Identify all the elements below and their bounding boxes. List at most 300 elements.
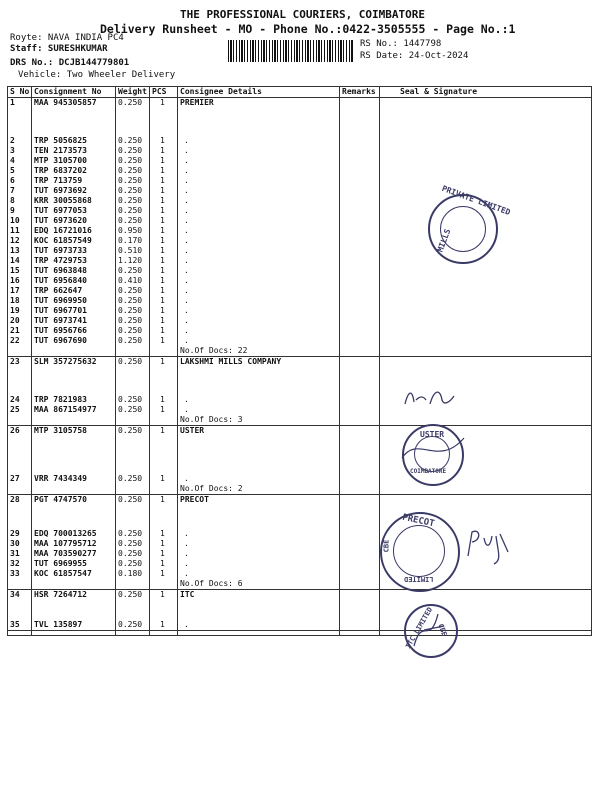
row-sno: 27 xyxy=(8,460,32,484)
group-total-cell xyxy=(8,579,32,590)
row-consignee: . xyxy=(178,186,340,196)
table-row xyxy=(8,286,592,296)
row-consignee: . xyxy=(178,136,340,146)
col-weight: Weight xyxy=(116,87,150,98)
row-weight: 0.250 xyxy=(116,426,150,461)
row-pcs: 1 xyxy=(150,206,178,216)
table-row xyxy=(8,405,592,415)
row-seal xyxy=(380,326,592,336)
row-remarks xyxy=(340,98,380,137)
row-sno: 21 xyxy=(8,326,32,336)
group-total-cell xyxy=(340,346,380,357)
row-pcs: 1 xyxy=(150,326,178,336)
group-total-cell xyxy=(32,346,116,357)
no-of-docs: No.Of Docs: 2 xyxy=(178,484,340,495)
row-pcs: 1 xyxy=(150,620,178,631)
row-consignment: TRP 662647 xyxy=(32,286,116,296)
row-pcs: 1 xyxy=(150,216,178,226)
row-consignee: . xyxy=(178,336,340,346)
row-remarks xyxy=(340,216,380,226)
row-remarks xyxy=(340,529,380,539)
row-remarks xyxy=(340,316,380,326)
row-weight: 0.510 xyxy=(116,246,150,256)
row-pcs: 1 xyxy=(150,529,178,539)
table-row xyxy=(8,236,592,246)
row-pcs: 1 xyxy=(150,460,178,484)
row-consignee: . xyxy=(178,286,340,296)
row-pcs: 1 xyxy=(150,136,178,146)
filler-cell xyxy=(340,631,380,636)
row-sno: 3 xyxy=(8,146,32,156)
table-row xyxy=(8,156,592,166)
table-row xyxy=(8,326,592,336)
row-consignee: . xyxy=(178,460,340,484)
table-row xyxy=(8,136,592,146)
row-pcs: 1 xyxy=(150,186,178,196)
row-consignee: USTER xyxy=(178,426,340,461)
filler-cell xyxy=(116,631,150,636)
row-remarks xyxy=(340,266,380,276)
row-sno: 32 xyxy=(8,559,32,569)
row-consignment: TEN 2173573 xyxy=(32,146,116,156)
row-seal xyxy=(380,256,592,266)
row-sno: 10 xyxy=(8,216,32,226)
row-sno: 6 xyxy=(8,176,32,186)
group-total-cell xyxy=(8,415,32,426)
row-consignee: . xyxy=(178,246,340,256)
row-consignee: . xyxy=(178,549,340,559)
col-consignment: Consignment No xyxy=(32,87,116,98)
row-seal xyxy=(380,176,592,186)
table-row xyxy=(8,176,592,186)
row-consignee: . xyxy=(178,256,340,266)
row-remarks xyxy=(340,196,380,206)
row-weight: 0.250 xyxy=(116,539,150,549)
row-consignee: . xyxy=(178,216,340,226)
row-sno: 31 xyxy=(8,549,32,559)
row-remarks xyxy=(340,296,380,306)
row-consignment: EDQ 16721016 xyxy=(32,226,116,236)
row-pcs: 1 xyxy=(150,590,178,621)
stamp-premier-bottom: MILLS xyxy=(435,227,453,254)
row-weight: 0.250 xyxy=(116,326,150,336)
row-sno: 16 xyxy=(8,276,32,286)
table-row xyxy=(8,226,592,236)
row-consignment: TUT 6973741 xyxy=(32,316,116,326)
row-weight: 0.250 xyxy=(116,549,150,559)
row-sno: 7 xyxy=(8,186,32,196)
row-sno: 24 xyxy=(8,387,32,405)
row-weight: 0.250 xyxy=(116,590,150,621)
row-consignee: . xyxy=(178,206,340,216)
row-consignment: MAA 107795712 xyxy=(32,539,116,549)
row-consignment: KRR 30055868 xyxy=(32,196,116,206)
row-weight: 0.250 xyxy=(116,136,150,146)
row-consignment: MAA 867154977 xyxy=(32,405,116,415)
row-remarks xyxy=(340,620,380,631)
row-weight: 0.250 xyxy=(116,196,150,206)
row-sno: 19 xyxy=(8,306,32,316)
row-consignment: MTP 3105758 xyxy=(32,426,116,461)
group-total-cell xyxy=(340,415,380,426)
row-consignment: TUT 6967690 xyxy=(32,336,116,346)
row-consignee: . xyxy=(178,620,340,631)
row-consignee: . xyxy=(178,146,340,156)
row-consignee: LAKSHMI MILLS COMPANY xyxy=(178,357,340,388)
row-consignee: . xyxy=(178,405,340,415)
company-title: THE PROFESSIONAL COURIERS, COIMBATORE xyxy=(180,8,426,21)
row-sno: 33 xyxy=(8,569,32,579)
row-remarks xyxy=(340,206,380,216)
vehicle-label: Vehicle: Two Wheeler Delivery xyxy=(18,70,176,80)
row-remarks xyxy=(340,276,380,286)
table-row xyxy=(8,98,592,137)
row-sno: 18 xyxy=(8,296,32,306)
group-total-cell xyxy=(380,484,592,495)
table-row xyxy=(8,196,592,206)
row-pcs: 1 xyxy=(150,266,178,276)
row-weight: 0.250 xyxy=(116,529,150,539)
group-total-cell xyxy=(8,346,32,357)
row-weight: 1.120 xyxy=(116,256,150,266)
row-pcs: 1 xyxy=(150,156,178,166)
row-seal xyxy=(380,146,592,156)
stamp-uster-text: USTER xyxy=(420,430,445,439)
row-pcs: 1 xyxy=(150,176,178,186)
row-sno: 4 xyxy=(8,156,32,166)
row-sno: 11 xyxy=(8,226,32,236)
row-seal xyxy=(380,136,592,146)
table-row xyxy=(8,296,592,306)
table-row xyxy=(8,590,592,621)
row-consignment: TRP 713759 xyxy=(32,176,116,186)
row-seal xyxy=(380,266,592,276)
row-consignment: MAA 945305857 xyxy=(32,98,116,137)
row-consignee: . xyxy=(178,196,340,206)
row-remarks xyxy=(340,590,380,621)
row-weight: 0.250 xyxy=(116,98,150,137)
col-seal: Seal & Signature xyxy=(380,87,592,98)
row-weight: 0.250 xyxy=(116,176,150,186)
row-pcs: 1 xyxy=(150,256,178,266)
row-pcs: 1 xyxy=(150,387,178,405)
row-consignment: TRP 7821983 xyxy=(32,387,116,405)
row-remarks xyxy=(340,136,380,146)
group-total-cell xyxy=(340,484,380,495)
row-consignee: . xyxy=(178,559,340,569)
row-remarks xyxy=(340,226,380,236)
table-row xyxy=(8,426,592,461)
row-consignee: . xyxy=(178,539,340,549)
row-weight: 0.250 xyxy=(116,357,150,388)
row-remarks xyxy=(340,306,380,316)
row-remarks xyxy=(340,256,380,266)
row-sno: 9 xyxy=(8,206,32,216)
row-pcs: 1 xyxy=(150,336,178,346)
barcode xyxy=(228,40,354,62)
row-sno: 35 xyxy=(8,620,32,631)
row-consignment: HSR 7264712 xyxy=(32,590,116,621)
row-pcs: 1 xyxy=(150,276,178,286)
row-pcs: 1 xyxy=(150,569,178,579)
row-pcs: 1 xyxy=(150,306,178,316)
row-weight: 0.250 xyxy=(116,387,150,405)
row-weight: 0.250 xyxy=(116,216,150,226)
row-consignment: SLM 357275632 xyxy=(32,357,116,388)
row-pcs: 1 xyxy=(150,357,178,388)
row-consignment: TVL 135897 xyxy=(32,620,116,631)
table-row xyxy=(8,569,592,579)
row-seal xyxy=(380,156,592,166)
filler-cell xyxy=(150,631,178,636)
row-pcs: 1 xyxy=(150,166,178,176)
table-row xyxy=(8,166,592,176)
stamp-premier-top: PRIVATE LIMITED xyxy=(440,183,512,218)
no-of-docs: No.Of Docs: 22 xyxy=(178,346,340,357)
row-consignment: TUT 6969950 xyxy=(32,296,116,306)
row-pcs: 1 xyxy=(150,495,178,530)
row-consignment: TRP 5056825 xyxy=(32,136,116,146)
row-remarks xyxy=(340,286,380,296)
row-sno: 30 xyxy=(8,539,32,549)
table-row xyxy=(8,186,592,196)
row-consignee: . xyxy=(178,156,340,166)
row-sno: 14 xyxy=(8,256,32,266)
row-seal xyxy=(380,186,592,196)
row-consignment: TUT 6963848 xyxy=(32,266,116,276)
row-weight: 0.950 xyxy=(116,226,150,236)
group-total-cell xyxy=(150,579,178,590)
row-consignment: TUT 6973620 xyxy=(32,216,116,226)
row-pcs: 1 xyxy=(150,549,178,559)
row-pcs: 1 xyxy=(150,246,178,256)
row-pcs: 1 xyxy=(150,236,178,246)
row-seal xyxy=(380,286,592,296)
row-pcs: 1 xyxy=(150,426,178,461)
row-sno: 8 xyxy=(8,196,32,206)
group-total-row xyxy=(8,346,592,357)
table-row xyxy=(8,246,592,256)
row-remarks xyxy=(340,336,380,346)
table-row xyxy=(8,256,592,266)
row-seal xyxy=(380,336,592,346)
row-consignment: TRP 4729753 xyxy=(32,256,116,266)
row-sno: 1 xyxy=(8,98,32,137)
stamp-itc-right: CBE xyxy=(436,622,449,638)
row-consignment: TUT 6969955 xyxy=(32,559,116,569)
row-remarks xyxy=(340,357,380,388)
row-remarks xyxy=(340,326,380,336)
row-consignee: PREMIER xyxy=(178,98,340,137)
group-total-cell xyxy=(116,484,150,495)
row-pcs: 1 xyxy=(150,286,178,296)
row-weight: 0.250 xyxy=(116,286,150,296)
row-consignment: TUT 6973692 xyxy=(32,186,116,196)
row-consignee: ITC xyxy=(178,590,340,621)
row-seal xyxy=(380,166,592,176)
table-row xyxy=(8,336,592,346)
table-row xyxy=(8,357,592,388)
row-consignee: . xyxy=(178,276,340,286)
row-weight: 0.250 xyxy=(116,186,150,196)
row-consignment: KOC 61857547 xyxy=(32,569,116,579)
col-consignee: Consignee Details xyxy=(178,87,340,98)
row-weight: 0.250 xyxy=(116,316,150,326)
row-sno: 28 xyxy=(8,495,32,530)
row-weight: 0.250 xyxy=(116,206,150,216)
row-consignee: . xyxy=(178,266,340,276)
no-of-docs: No.Of Docs: 3 xyxy=(178,415,340,426)
row-consignment: TUT 6956766 xyxy=(32,326,116,336)
filler-cell xyxy=(8,631,32,636)
row-consignee: . xyxy=(178,226,340,236)
row-seal xyxy=(380,276,592,286)
group-total-cell xyxy=(150,346,178,357)
row-sno: 20 xyxy=(8,316,32,326)
table-row xyxy=(8,620,592,631)
group-total-cell xyxy=(32,484,116,495)
runsheet-subtitle: Delivery Runsheet - MO - Phone No.:0422-3505555 - Page No.:1 xyxy=(100,22,516,36)
row-pcs: 1 xyxy=(150,316,178,326)
row-consignment: TUT 6967701 xyxy=(32,306,116,316)
row-remarks xyxy=(340,146,380,156)
table-row xyxy=(8,460,592,484)
row-sno: 13 xyxy=(8,246,32,256)
row-consignment: TUT 6973733 xyxy=(32,246,116,256)
row-remarks xyxy=(340,176,380,186)
group-total-cell xyxy=(8,484,32,495)
row-weight: 0.250 xyxy=(116,559,150,569)
row-consignee: . xyxy=(178,306,340,316)
row-weight: 0.250 xyxy=(116,336,150,346)
row-pcs: 1 xyxy=(150,146,178,156)
row-sno: 15 xyxy=(8,266,32,276)
table-header-row xyxy=(8,87,592,98)
row-consignee: PRECOT xyxy=(178,495,340,530)
row-remarks xyxy=(340,559,380,569)
table-filler-row xyxy=(8,631,592,636)
row-consignee: . xyxy=(178,316,340,326)
row-weight: 0.250 xyxy=(116,156,150,166)
group-total-cell xyxy=(150,415,178,426)
group-total-row xyxy=(8,415,592,426)
row-weight: 0.250 xyxy=(116,266,150,276)
group-total-cell xyxy=(380,415,592,426)
row-sno: 5 xyxy=(8,166,32,176)
row-consignee: . xyxy=(178,569,340,579)
rs-number: RS No.: 1447798 xyxy=(360,39,442,49)
row-sno: 12 xyxy=(8,236,32,246)
table-row xyxy=(8,276,592,286)
row-pcs: 1 xyxy=(150,226,178,236)
group-total-row xyxy=(8,484,592,495)
col-pcs: PCS xyxy=(150,87,178,98)
row-sno: 26 xyxy=(8,426,32,461)
stamp-precot-bottom: LIMITED xyxy=(404,575,434,583)
row-sno: 23 xyxy=(8,357,32,388)
row-remarks xyxy=(340,426,380,461)
row-pcs: 1 xyxy=(150,405,178,415)
stamp-itc-left: ITC LIMITED xyxy=(404,605,435,651)
filler-cell xyxy=(178,631,340,636)
row-seal xyxy=(380,98,592,137)
group-total-cell xyxy=(116,346,150,357)
row-consignee: . xyxy=(178,236,340,246)
row-sno: 2 xyxy=(8,136,32,146)
row-consignee: . xyxy=(178,387,340,405)
row-consignment: EDQ 700013265 xyxy=(32,529,116,539)
row-remarks xyxy=(340,156,380,166)
group-total-cell xyxy=(150,484,178,495)
route-label: Royte: NAVA INDIA PC4 xyxy=(10,33,124,43)
row-seal xyxy=(380,296,592,306)
col-remarks: Remarks xyxy=(340,87,380,98)
row-sno: 17 xyxy=(8,286,32,296)
row-weight: 0.250 xyxy=(116,146,150,156)
row-remarks xyxy=(340,539,380,549)
row-weight: 0.250 xyxy=(116,306,150,316)
row-consignment: TUT 6977053 xyxy=(32,206,116,216)
row-weight: 0.180 xyxy=(116,569,150,579)
row-pcs: 1 xyxy=(150,559,178,569)
drs-number: DRS No.: DCJB144779801 xyxy=(10,58,130,68)
row-consignee: . xyxy=(178,326,340,336)
row-consignment: VRR 7434349 xyxy=(32,460,116,484)
row-remarks xyxy=(340,236,380,246)
row-remarks xyxy=(340,246,380,256)
group-total-cell xyxy=(116,579,150,590)
row-weight: 0.250 xyxy=(116,495,150,530)
row-remarks xyxy=(340,166,380,176)
staff-label: Staff: SURESHKUMAR xyxy=(10,44,108,54)
table-row xyxy=(8,387,592,405)
row-remarks xyxy=(340,549,380,559)
row-sno: 22 xyxy=(8,336,32,346)
row-weight: 0.250 xyxy=(116,460,150,484)
row-pcs: 1 xyxy=(150,98,178,137)
group-total-cell xyxy=(340,579,380,590)
row-consignment: KOC 61857549 xyxy=(32,236,116,246)
rs-date: RS Date: 24-Oct-2024 xyxy=(360,51,469,61)
row-consignment: PGT 4747570 xyxy=(32,495,116,530)
row-seal xyxy=(380,316,592,326)
no-of-docs: No.Of Docs: 6 xyxy=(178,579,340,590)
row-sno: 25 xyxy=(8,405,32,415)
stamp-precot-top: PRECOT xyxy=(401,512,436,530)
group-total-row xyxy=(8,579,592,590)
row-consignment: TRP 6837202 xyxy=(32,166,116,176)
group-total-cell xyxy=(380,346,592,357)
group-total-cell xyxy=(32,415,116,426)
row-weight: 0.250 xyxy=(116,620,150,631)
table-row xyxy=(8,146,592,156)
row-weight: 0.410 xyxy=(116,276,150,286)
row-weight: 0.250 xyxy=(116,296,150,306)
row-consignee: . xyxy=(178,529,340,539)
row-weight: 0.250 xyxy=(116,405,150,415)
row-remarks xyxy=(340,495,380,530)
row-sno: 29 xyxy=(8,529,32,539)
row-consignee: . xyxy=(178,176,340,186)
row-sno: 34 xyxy=(8,590,32,621)
row-consignee: . xyxy=(178,296,340,306)
row-remarks xyxy=(340,186,380,196)
table-row xyxy=(8,266,592,276)
row-pcs: 1 xyxy=(150,196,178,206)
row-consignment: MAA 703590277 xyxy=(32,549,116,559)
stamp-uster-bottom: COIMBATORE xyxy=(410,468,447,475)
row-remarks xyxy=(340,569,380,579)
